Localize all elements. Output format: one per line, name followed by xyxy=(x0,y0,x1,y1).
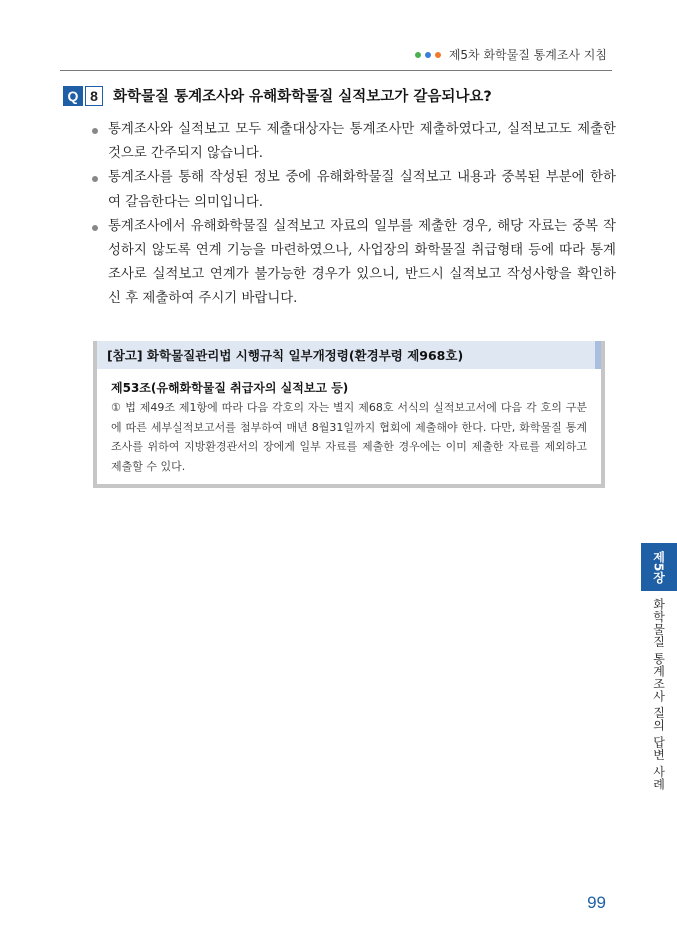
chapter-title: 화학물질 통계조사 질의 답변 사례 xyxy=(651,598,666,791)
chapter-title-vertical xyxy=(641,598,677,790)
running-header xyxy=(415,46,607,63)
question-badge: Q xyxy=(63,86,83,106)
question-title: 화학물질 통계조사와 유해화학물질 실적보고가 갈음되나요? xyxy=(113,89,492,105)
chapter-label: 제5장 xyxy=(651,550,666,584)
header-dots xyxy=(415,52,441,58)
green-dot-icon xyxy=(415,52,421,58)
blue-dot-icon xyxy=(425,52,431,58)
question-number: 8 xyxy=(85,86,103,106)
reference-body xyxy=(97,369,601,476)
answer-item: 통계조사에서 유해화학물질 실적보고 자료의 일부를 제출한 경우, 해당 자료는 중복 작성하지 않도록 연계 기능을 마련하였으나, 사업장의 화학물질 취급형태 등에 따라 통계조사로 실적보고 연계가 불가능한 경우가 있으니, 반드시 실적보고 작성사항을 확인하신 후 제출하여 주시기 바랍니다. xyxy=(88,215,616,312)
orange-dot-icon xyxy=(435,52,441,58)
article-text: ① 법 제49조 제1항에 따라 다음 각호의 자는 별지 제68호 서식의 실적보고서에 다음 각 호의 구분에 따른 세부실적보고서를 첨부하여 매년 8월31일까지 협회에 제출해야 한다. 다만, 화학물질 통계조사를 위하여 지방환경관서의 장에게 일부 자료를 제출한 경우에는 이미 제출한 자료를 제외하고 제출할 수 있다. xyxy=(111,401,587,473)
header-title: 제5차 화학물질 통계조사 지침 xyxy=(448,48,607,62)
question-heading xyxy=(63,85,623,106)
answer-item: 통계조사와 실적보고 모두 제출대상자는 통계조사만 제출하였다고, 실적보고도 제출한 것으로 간주되지 않습니다. xyxy=(88,118,616,166)
article-title: 제53조(유해화학물질 취급자의 실적보고 등) xyxy=(111,381,349,395)
header-divider xyxy=(60,70,612,71)
reference-box xyxy=(93,341,605,488)
page-number: 99 xyxy=(587,893,606,912)
chapter-tab xyxy=(641,543,677,591)
answer-list xyxy=(88,118,616,312)
reference-heading: [참고] 화학물질관리법 시행규칙 일부개정령(환경부령 제968호) xyxy=(97,341,601,369)
answer-item: 통계조사를 통해 작성된 정보 중에 유해화학물질 실적보고 내용과 중복된 부분에 한하여 갈음한다는 의미입니다. xyxy=(88,166,616,214)
